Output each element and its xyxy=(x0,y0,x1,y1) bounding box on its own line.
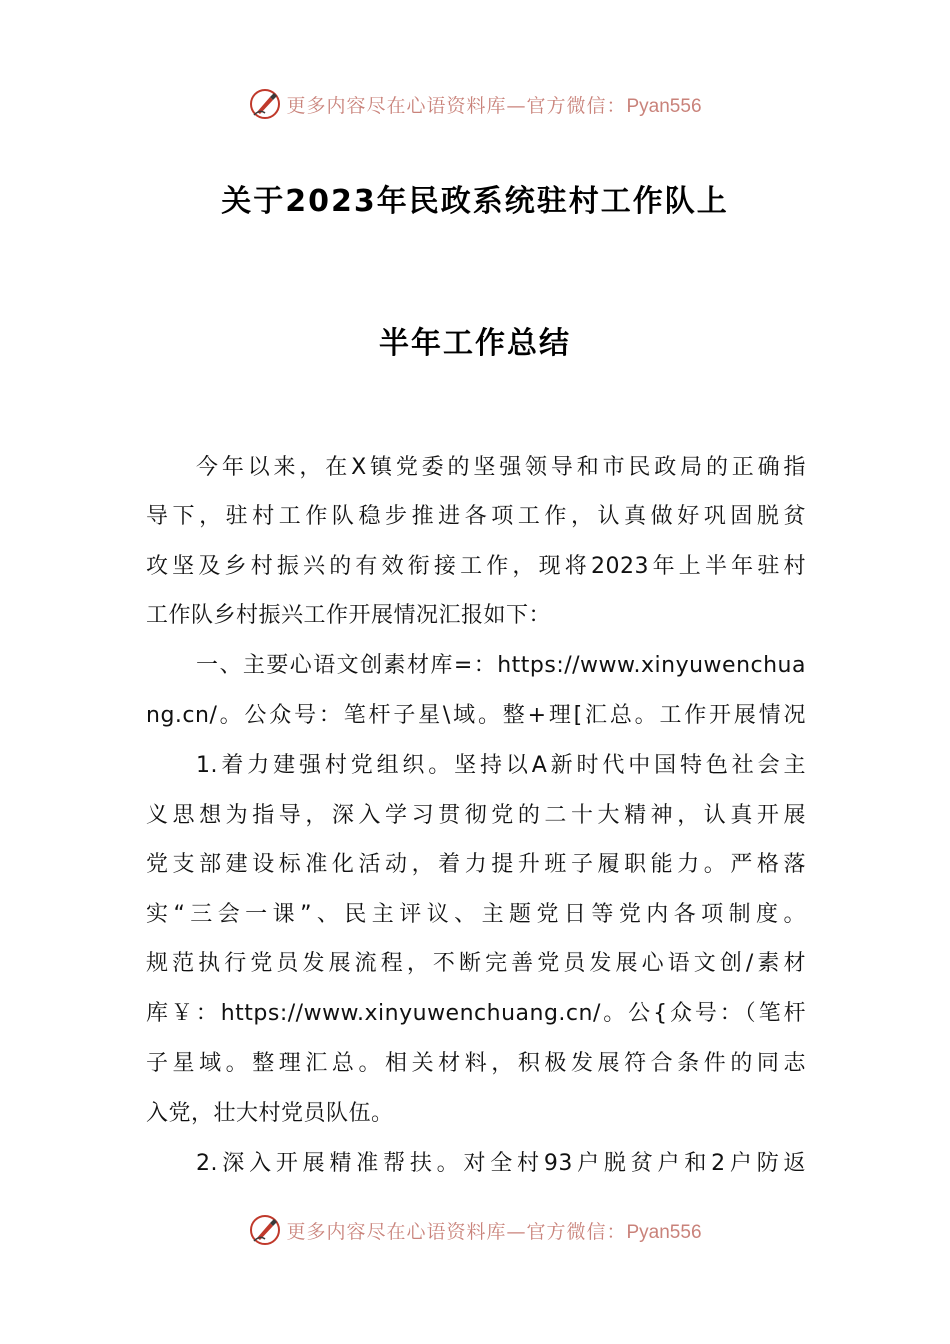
paragraph-line: 导下，驻村工作队稳步推进各项工作，认真做好巩固脱贫 xyxy=(146,504,806,529)
watermark-text: 更多内容尽在心语资料库—官方微信：Pyan556 xyxy=(286,94,702,117)
document-title-line-2: 半年工作总结 xyxy=(379,326,571,361)
paragraph-line: 库￥：https://www.xinyuwenchuang.cn/。公{众号：（笔杆 xyxy=(146,1001,806,1026)
pen-logo-icon xyxy=(248,87,282,121)
paragraph-line: 规范执行党员发展流程，不断完善党员发展心语文创/素材 xyxy=(146,951,806,976)
watermark-wechat-id: Pyan556 xyxy=(626,95,702,117)
paragraph-line: 实“三会一课”、民主评议、主题党日等党内各项制度。 xyxy=(146,902,806,927)
paragraph-line: 义思想为指导，深入学习贯彻党的二十大精神，认真开展 xyxy=(146,803,806,828)
watermark-footer xyxy=(0,1208,950,1252)
paragraph-line: 攻坚及乡村振兴的有效衔接工作，现将2023年上半年驻村 xyxy=(146,554,806,579)
watermark-header xyxy=(0,82,950,126)
watermark-text: 更多内容尽在心语资料库—官方微信：Pyan556 xyxy=(286,1220,702,1243)
paragraph-line: 1.着力建强村党组织。坚持以A新时代中国特色社会主 xyxy=(196,753,806,778)
pen-logo-icon xyxy=(248,1213,282,1247)
paragraph-line: 入党，壮大村党员队伍。 xyxy=(146,1101,394,1126)
paragraph-line: 今年以来，在X镇党委的坚强领导和市民政局的正确指 xyxy=(196,455,806,480)
document-title-line-1: 关于2023年民政系统驻村工作队上 xyxy=(221,184,729,219)
section-heading-line: 一、主要心语文创素材库=：https://www.xinyuwenchua xyxy=(196,653,806,678)
section-heading-line: ng.cn/。公众号：笔杆子星\域。整+理[汇总。工作开展情况 xyxy=(146,703,806,728)
watermark-wechat-id: Pyan556 xyxy=(626,1221,702,1243)
paragraph-line: 工作队乡村振兴工作开展情况汇报如下： xyxy=(146,603,552,628)
paragraph-line: 2.深入开展精准帮扶。对全村93户脱贫户和2户防返 xyxy=(196,1151,806,1176)
paragraph-line: 子星域。整理汇总。相关材料，积极发展符合条件的同志 xyxy=(146,1051,806,1076)
paragraph-line: 党支部建设标准化活动，着力提升班子履职能力。严格落 xyxy=(146,852,806,877)
